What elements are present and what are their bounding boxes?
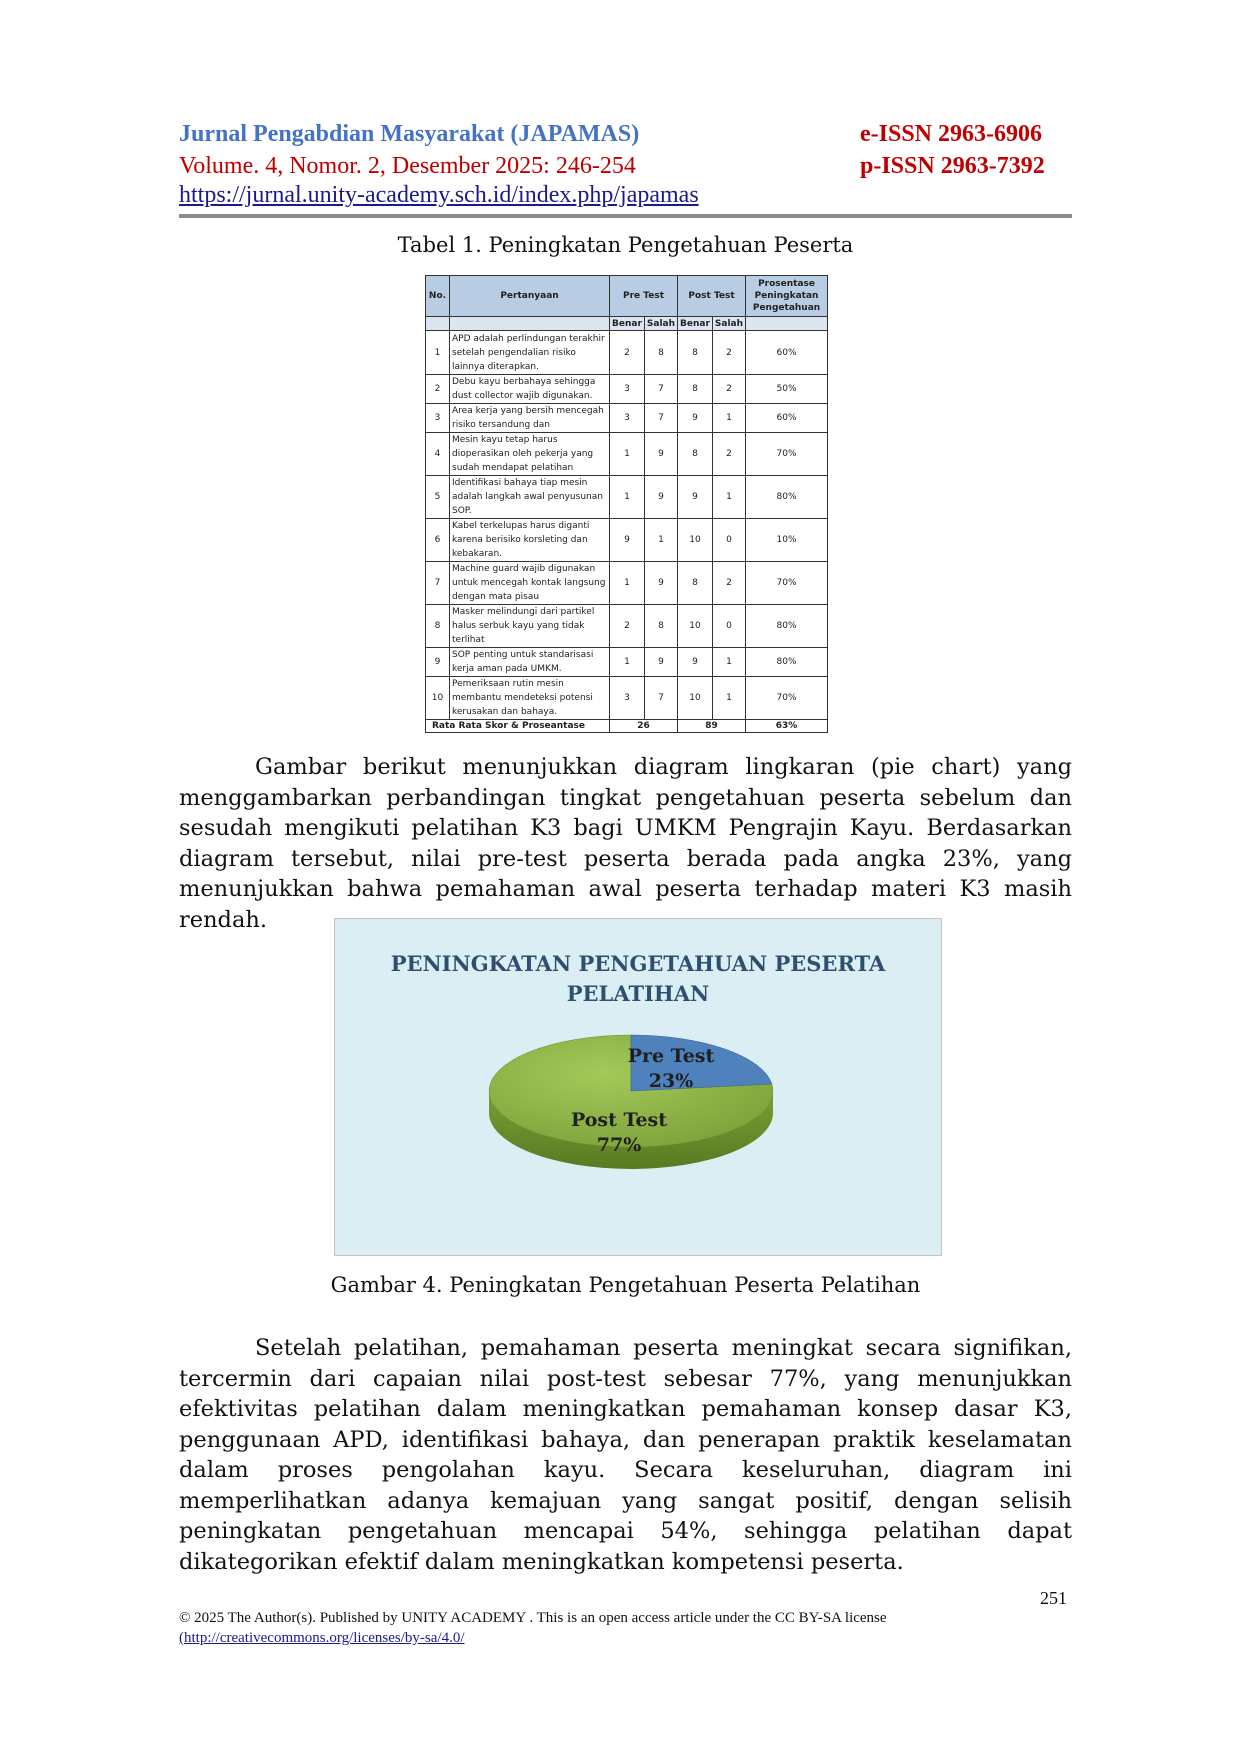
cell-post-true: 10 xyxy=(678,605,713,648)
cell-post-false: 2 xyxy=(712,433,745,476)
cell-pre-true: 9 xyxy=(610,519,645,562)
cell-percent: 80% xyxy=(746,605,828,648)
cell-no: 2 xyxy=(426,375,450,404)
cell-percent: 50% xyxy=(746,375,828,404)
license-line: © 2025 The Author(s). Published by UNITY ACADEMY . This is an open access article under the CC BY-SA license xyxy=(179,1610,887,1626)
table-row xyxy=(426,677,828,720)
cell-percent: 10% xyxy=(746,519,828,562)
cell-pre-false: 8 xyxy=(644,331,677,375)
cell-percent: 80% xyxy=(746,476,828,519)
footer-pre-total: 26 xyxy=(610,720,678,733)
cell-post-false: 2 xyxy=(712,562,745,605)
label-pre-test-value: 23% xyxy=(648,1070,694,1092)
table-row xyxy=(426,562,828,605)
pie-chart-svg xyxy=(335,919,941,1255)
cell-pre-true: 1 xyxy=(610,562,645,605)
cell-pre-true: 3 xyxy=(610,375,645,404)
cell-post-false: 1 xyxy=(712,404,745,433)
license-link[interactable]: (http://creativecommons.org/licenses/by-sa/4.0/ xyxy=(179,1630,465,1646)
subheader-blank xyxy=(426,317,450,331)
cell-pre-true: 3 xyxy=(610,677,645,720)
header-post-test: Post Test xyxy=(678,276,746,317)
cell-no: 7 xyxy=(426,562,450,605)
footer-post-total: 89 xyxy=(678,720,746,733)
figure-caption: Gambar 4. Peningkatan Pengetahuan Peserta Pelatihan xyxy=(330,1273,921,1297)
cell-pre-false: 9 xyxy=(644,433,677,476)
cell-pre-true: 2 xyxy=(610,605,645,648)
cell-post-false: 0 xyxy=(712,519,745,562)
cell-pre-false: 7 xyxy=(644,375,677,404)
subheader-post-false: Salah xyxy=(712,317,745,331)
cell-post-false: 2 xyxy=(712,375,745,404)
cell-pre-false: 1 xyxy=(644,519,677,562)
cell-no: 10 xyxy=(426,677,450,720)
cell-question: SOP penting untuk standarisasi kerja aman pada UMKM. xyxy=(450,648,610,677)
pie-chart-figure xyxy=(334,918,942,1256)
footer-label: Rata Rata Skor & Proseantase xyxy=(426,720,610,733)
table-footer-row xyxy=(426,720,828,733)
cell-pre-false: 9 xyxy=(644,562,677,605)
table-row xyxy=(426,331,828,375)
cell-post-true: 10 xyxy=(678,677,713,720)
cell-question: APD adalah perlindungan terakhir setelah pengendalian risiko lainnya diterapkan. xyxy=(450,331,610,375)
paragraph-2-text: Setelah pelatihan, pemahaman peserta meningkat secara signifikan, tercermin dari capaian nilai post-test sebesar 77%, yang menunjukkan efektivitas pelatihan dalam meningkatkan pemahaman konsep dasar K3, penggunaan APD, identifikasi bahaya, dan penerapan praktik keselamatan dalam proses pengolahan kayu. Secara keseluruhan, diagram ini memperlihatkan adanya kemajuan yang sangat positif, dengan selisih peningkatan pengetahuan mencapai 54%, sehingga pelatihan dapat dikategorikan efektif dalam meningkatkan kompetensi peserta. xyxy=(179,1335,1072,1575)
subheader-pre-false: Salah xyxy=(644,317,677,331)
table-caption: Tabel 1. Peningkatan Pengetahuan Peserta xyxy=(397,233,854,257)
cell-post-false: 0 xyxy=(712,605,745,648)
cell-post-true: 10 xyxy=(678,519,713,562)
cell-post-true: 9 xyxy=(678,648,713,677)
cell-post-true: 8 xyxy=(678,562,713,605)
eissn: e-ISSN 2963-6906 xyxy=(860,121,1043,147)
cell-percent: 70% xyxy=(746,433,828,476)
paragraph-1 xyxy=(179,752,1072,935)
cell-pre-false: 8 xyxy=(644,605,677,648)
cell-pre-false: 7 xyxy=(644,677,677,720)
cell-question: Pemeriksaan rutin mesin membantu mendeteksi potensi kerusakan dan bahaya. xyxy=(450,677,610,720)
journal-title: Jurnal Pengabdian Masyarakat (JAPAMAS) xyxy=(179,121,640,147)
table-row xyxy=(426,519,828,562)
cell-post-true: 8 xyxy=(678,331,713,375)
header-divider xyxy=(179,214,1072,218)
cell-question: Identifikasi bahaya tiap mesin adalah langkah awal penyusunan SOP. xyxy=(450,476,610,519)
cell-post-true: 8 xyxy=(678,433,713,476)
subheader-blank xyxy=(746,317,828,331)
cell-pre-false: 9 xyxy=(644,476,677,519)
header-pre-test: Pre Test xyxy=(610,276,678,317)
cell-no: 4 xyxy=(426,433,450,476)
cell-no: 5 xyxy=(426,476,450,519)
paragraph-1-text: Gambar berikut menunjukkan diagram lingkaran (pie chart) yang menggambarkan perbandingan tingkat pengetahuan peserta sebelum dan sesudah mengikuti pelatihan K3 bagi UMKM Pengrajin Kayu. Berdasarkan diagram tersebut, nilai pre-test peserta berada pada angka 23%, yang menunjukkan bahwa pemahaman awal peserta terhadap materi K3 masih rendah. xyxy=(179,754,1072,933)
cell-no: 8 xyxy=(426,605,450,648)
label-pre-test-name: Pre Test xyxy=(627,1045,715,1067)
cell-question: Masker melindungi dari partikel halus serbuk kayu yang tidak terlihat xyxy=(450,605,610,648)
cell-percent: 70% xyxy=(746,562,828,605)
paragraph-2 xyxy=(179,1333,1072,1577)
cell-post-false: 1 xyxy=(712,648,745,677)
header-question: Pertanyaan xyxy=(450,276,610,317)
chart-title: PENINGKATAN PENGETAHUAN PESERTA PELATIHAN xyxy=(390,951,886,1006)
cell-pre-true: 1 xyxy=(610,476,645,519)
cell-post-false: 2 xyxy=(712,331,745,375)
cell-percent: 80% xyxy=(746,648,828,677)
cell-post-true: 8 xyxy=(678,375,713,404)
journal-url-link[interactable]: https://jurnal.unity-academy.sch.id/index.php/japamas xyxy=(179,182,699,208)
cell-percent: 60% xyxy=(746,331,828,375)
cell-pre-false: 9 xyxy=(644,648,677,677)
header-increase: Prosentase Peningkatan Pengetahuan xyxy=(746,276,828,317)
label-post-test-name: Post Test xyxy=(570,1109,668,1131)
footer-percent: 63% xyxy=(746,720,828,733)
cell-no: 3 xyxy=(426,404,450,433)
table-row xyxy=(426,375,828,404)
table-row xyxy=(426,648,828,677)
cell-pre-true: 3 xyxy=(610,404,645,433)
subheader-blank xyxy=(450,317,610,331)
pissn: p-ISSN 2963-7392 xyxy=(860,153,1045,179)
cell-question: Kabel terkelupas harus diganti karena berisiko korsleting dan kebakaran. xyxy=(450,519,610,562)
cell-no: 6 xyxy=(426,519,450,562)
cell-post-true: 9 xyxy=(678,476,713,519)
header-no: No. xyxy=(426,276,450,317)
cell-post-true: 9 xyxy=(678,404,713,433)
journal-volume: Volume. 4, Nomor. 2, Desember 2025: 246-254 xyxy=(179,153,636,179)
cell-post-false: 1 xyxy=(712,677,745,720)
subheader-pre-true: Benar xyxy=(610,317,645,331)
table-row xyxy=(426,605,828,648)
table-row xyxy=(426,476,828,519)
table-row xyxy=(426,433,828,476)
page-number: 251 xyxy=(1040,1588,1067,1608)
label-post-test-value: 77% xyxy=(596,1134,642,1156)
cell-percent: 70% xyxy=(746,677,828,720)
cell-pre-true: 1 xyxy=(610,648,645,677)
cell-post-false: 1 xyxy=(712,476,745,519)
cell-pre-false: 7 xyxy=(644,404,677,433)
cell-no: 1 xyxy=(426,331,450,375)
cell-pre-true: 2 xyxy=(610,331,645,375)
cell-pre-true: 1 xyxy=(610,433,645,476)
cell-question: Machine guard wajib digunakan untuk mencegah kontak langsung dengan mata pisau xyxy=(450,562,610,605)
knowledge-table xyxy=(425,275,828,733)
cell-question: Debu kayu berbahaya sehingga dust collector wajib digunakan. xyxy=(450,375,610,404)
cell-no: 9 xyxy=(426,648,450,677)
cell-question: Mesin kayu tetap harus dioperasikan oleh pekerja yang sudah mendapat pelatihan xyxy=(450,433,610,476)
cell-question: Area kerja yang bersih mencegah risiko tersandung dan xyxy=(450,404,610,433)
table-row xyxy=(426,404,828,433)
subheader-post-true: Benar xyxy=(678,317,713,331)
cell-percent: 60% xyxy=(746,404,828,433)
